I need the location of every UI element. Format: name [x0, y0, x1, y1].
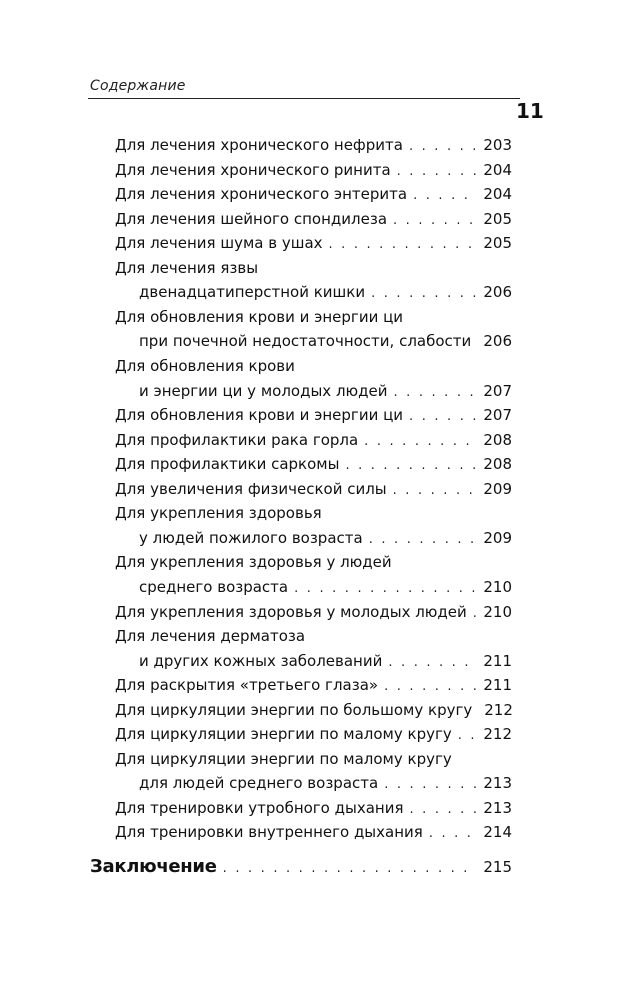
dot-leader [409, 135, 477, 159]
toc-entry[interactable] [115, 796, 512, 820]
toc-entry-title: Для обновления крови и энергии ци [115, 307, 404, 326]
toc-entry-continuation[interactable] [139, 280, 512, 304]
toc-entry-title: Для циркуляции энергии по малому кругу [115, 749, 452, 768]
toc-entry[interactable] [115, 256, 512, 280]
toc-entry-page-number: 203 [483, 136, 512, 154]
dot-leader [388, 651, 477, 675]
toc-entry-page-number: 214 [483, 823, 512, 842]
toc-entry[interactable] [115, 158, 512, 182]
toc-entry[interactable] [115, 673, 512, 697]
toc-entry[interactable] [115, 452, 512, 476]
toc-entry-title: Для лечения хронического ринита [115, 160, 391, 179]
toc-entry-page-number: 209 [483, 479, 512, 498]
toc-entry-page-number: 210 [483, 602, 512, 621]
header-rule [88, 98, 520, 99]
toc-entry-title: Для обновления крови [115, 357, 295, 375]
dot-leader [393, 479, 478, 503]
toc-entry[interactable] [115, 305, 512, 329]
toc-entry-continuation[interactable] [139, 329, 512, 353]
toc-entry-title: Для лечения шума в ушах [115, 234, 323, 253]
toc-entry-page-number: 213 [483, 798, 512, 817]
toc-entry[interactable] [115, 722, 512, 746]
toc-entry-page-number: 211 [483, 651, 512, 670]
toc-entry-continuation[interactable] [139, 526, 512, 550]
dot-leader [364, 430, 477, 454]
dot-leader [473, 602, 478, 626]
dot-leader [397, 160, 478, 184]
toc-entry-page-number: 205 [483, 234, 512, 253]
toc-entry-title: двенадцатиперстной кишки [139, 283, 366, 302]
dot-leader [393, 209, 477, 233]
toc-entry-continuation[interactable] [139, 649, 512, 673]
toc-entry[interactable] [115, 698, 512, 722]
toc-entry-title: среднего возраста [139, 577, 289, 596]
toc-entry-title: Для циркуляции энергии по малому кругу [115, 725, 452, 744]
toc-entry-page-number: 206 [483, 332, 512, 351]
toc-entry[interactable] [115, 354, 512, 378]
toc-entry-page-number: 212 [484, 700, 513, 719]
toc-entry-title: для людей среднего возраста [139, 774, 379, 793]
toc-entry-continuation[interactable] [139, 379, 512, 403]
toc-entry-page-number: 204 [483, 185, 512, 204]
dot-leader [458, 724, 478, 748]
toc-entry-title: Для укрепления здоровья [115, 504, 322, 523]
toc-entry-title: Для циркуляции энергии по большому кругу [115, 700, 473, 719]
toc-entry[interactable] [115, 747, 512, 771]
toc-entry[interactable] [115, 600, 512, 624]
page-number: 11 [516, 99, 544, 123]
toc-entry[interactable] [115, 403, 512, 427]
toc-entry-title: при почечной недостаточности, слабости [139, 332, 472, 351]
dot-leader [294, 577, 477, 601]
toc-entry-page-number: 213 [483, 774, 512, 793]
toc-entry-page-number: 209 [483, 528, 512, 547]
dot-leader [413, 184, 477, 208]
dot-leader [384, 675, 477, 699]
dot-leader [345, 454, 477, 478]
toc-entry-title: Для лечения хронического энтерита [115, 185, 408, 204]
toc-entry-page-number: 211 [483, 676, 512, 695]
toc-entry[interactable] [115, 477, 512, 501]
conclusion-page-number: 215 [483, 858, 512, 876]
toc-entry[interactable] [115, 133, 512, 157]
toc-entry-title: Для раскрытия «третьего глаза» [115, 676, 379, 695]
toc-entry-title: Для профилактики саркомы [115, 455, 340, 474]
toc-entry-title: Для профилактики рака горла [115, 430, 359, 449]
toc-entry-page-number: 204 [483, 160, 512, 179]
toc-entry-title: Для лечения шейного спондилеза [115, 209, 388, 228]
dot-leader [409, 405, 477, 429]
toc-entry[interactable] [115, 820, 512, 844]
toc-entry-title: у людей пожилого возраста [139, 528, 363, 547]
toc-entry-page-number: 207 [483, 406, 512, 425]
toc-entry[interactable] [115, 550, 512, 574]
toc-entry-page-number: 208 [483, 455, 512, 474]
toc-entry-title: Для лечения язвы [115, 258, 259, 277]
toc-entry-page-number: 210 [483, 577, 512, 596]
toc-entry[interactable] [115, 231, 512, 255]
toc-entry-title: Для укрепления здоровья у молодых людей [115, 602, 467, 621]
toc-entry-title: Для тренировки внутреннего дыхания [115, 823, 423, 842]
toc-entry-page-number: 205 [483, 209, 512, 228]
dot-leader [410, 798, 478, 822]
toc-entry-title: Для увеличения физической силы [115, 479, 387, 498]
toc-entry-title: Для тренировки утробного дыхания [115, 798, 404, 817]
running-head: Содержание [90, 78, 186, 94]
dot-leader [429, 822, 478, 846]
toc-entry[interactable] [115, 182, 512, 206]
dot-leader [369, 528, 478, 552]
dot-leader [223, 854, 478, 884]
dot-leader [329, 233, 478, 257]
toc-entry-title: Для обновления крови и энергии ци [115, 406, 404, 425]
toc-entry[interactable] [115, 207, 512, 231]
toc-entry-title: Для укрепления здоровья у людей [115, 553, 392, 572]
toc-entry-page-number: 207 [483, 381, 512, 400]
toc-entry-page-number: 208 [483, 430, 512, 449]
toc-entry-continuation[interactable] [139, 575, 512, 599]
conclusion-title: Заключение [90, 856, 217, 877]
toc-entry-title: Для лечения хронического нефрита [115, 136, 403, 154]
toc-entry-page-number: 206 [483, 283, 512, 302]
dot-leader [394, 381, 478, 405]
toc-entry[interactable] [115, 501, 512, 525]
toc-entry-title: Для лечения дерматоза [115, 627, 306, 645]
toc-entry-page-number: 212 [483, 725, 512, 744]
conclusion-entry[interactable] [90, 852, 512, 882]
toc-entry-title: и других кожных заболеваний [139, 651, 383, 670]
toc-entry-title: и энергии ци у молодых людей [139, 381, 388, 400]
toc-entry[interactable] [115, 428, 512, 452]
toc-entry[interactable] [115, 624, 512, 648]
dot-leader [384, 773, 477, 797]
toc-entry-continuation[interactable] [139, 771, 512, 795]
dot-leader [371, 282, 477, 306]
